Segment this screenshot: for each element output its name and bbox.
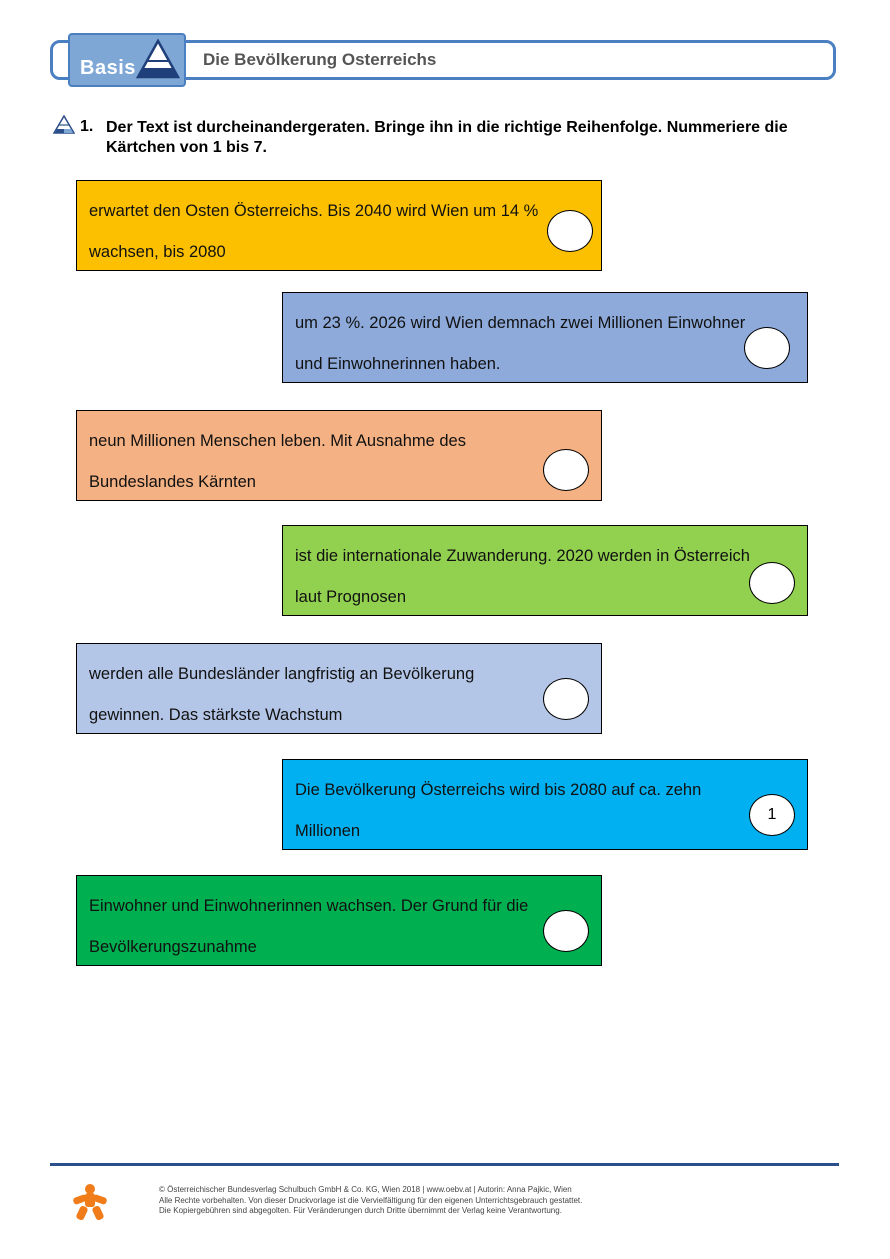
card-line: ist die internationale Zuwanderung. 2020 werden in Österreich (295, 547, 750, 565)
number-circle[interactable] (543, 910, 589, 952)
footer-divider (50, 1163, 839, 1166)
number-circle[interactable] (543, 678, 589, 720)
card-text (89, 421, 589, 503)
card-7 (76, 875, 602, 966)
card-text (89, 191, 589, 273)
footer-line: Alle Rechte vorbehalten. Von dieser Druckvorlage ist die Vervielfältigung für den eigenen Unterrichtsgebrauch gestattet. (159, 1195, 583, 1205)
basis-logo (68, 33, 186, 87)
task-number: 1. (80, 118, 94, 135)
card-line: wachsen, bis 2080 (89, 243, 226, 261)
card-line: gewinnen. Das stärkste Wachstum (89, 706, 343, 724)
card-line: Die Bevölkerung Österreichs wird bis 2080 auf ca. zehn (295, 781, 702, 799)
card-6 (282, 759, 808, 850)
level-triangle-icon (53, 115, 75, 135)
card-line: laut Prognosen (295, 588, 406, 606)
card-1 (76, 180, 602, 271)
card-text (295, 770, 795, 852)
number-circle[interactable] (749, 562, 795, 604)
card-line: Einwohner und Einwohnerinnen wachsen. Der Grund für die (89, 897, 529, 915)
card-text (89, 654, 589, 736)
card-5 (76, 643, 602, 734)
card-text (295, 536, 795, 618)
card-text (89, 886, 589, 968)
task-instruction: Der Text ist durcheinandergeraten. Bringe ihn in die richtige Reihenfolge. Nummeriere die Kärtchen von 1 bis 7. (106, 119, 788, 156)
footer-line: © Österreichischer Bundesverlag Schulbuch GmbH & Co. KG, Wien 2018 | www.oebv.at | Autorin: Anna Pajkic, Wien (159, 1185, 572, 1194)
page-title: Die Bevölkerung Osterreichs (203, 50, 437, 69)
publisher-logo-icon (70, 1180, 110, 1222)
number-circle[interactable] (547, 210, 593, 252)
card-text (295, 303, 795, 385)
card-line: Bundeslandes Kärnten (89, 473, 256, 491)
logo-label: Basis (80, 57, 136, 79)
card-4 (282, 525, 808, 616)
card-line: um 23 %. 2026 wird Wien demnach zwei Millionen Einwohner (295, 314, 746, 332)
card-2 (282, 292, 808, 383)
card-line: neun Millionen Menschen leben. Mit Ausnahme des (89, 432, 466, 450)
number-circle[interactable]: 1 (749, 794, 795, 836)
triangle-logo-icon (132, 37, 184, 85)
card-3 (76, 410, 602, 501)
number-circle[interactable] (744, 327, 790, 369)
card-line: Millionen (295, 822, 361, 840)
card-line: Bevölkerungszunahme (89, 938, 257, 956)
card-line: erwartet den Osten Österreichs. Bis 2040 wird Wien um 14 % (89, 202, 539, 220)
footer-line: Die Kopiergebühren sind abgegolten. Für Veränderungen durch Dritte übernimmt der Verlag keine Verantwortung. (159, 1206, 562, 1215)
card-line: werden alle Bundesländer langfristig an Bevölkerung (89, 665, 475, 683)
footer-copyright (159, 1185, 819, 1217)
number-circle[interactable] (543, 449, 589, 491)
card-line: und Einwohnerinnen haben. (295, 355, 501, 373)
